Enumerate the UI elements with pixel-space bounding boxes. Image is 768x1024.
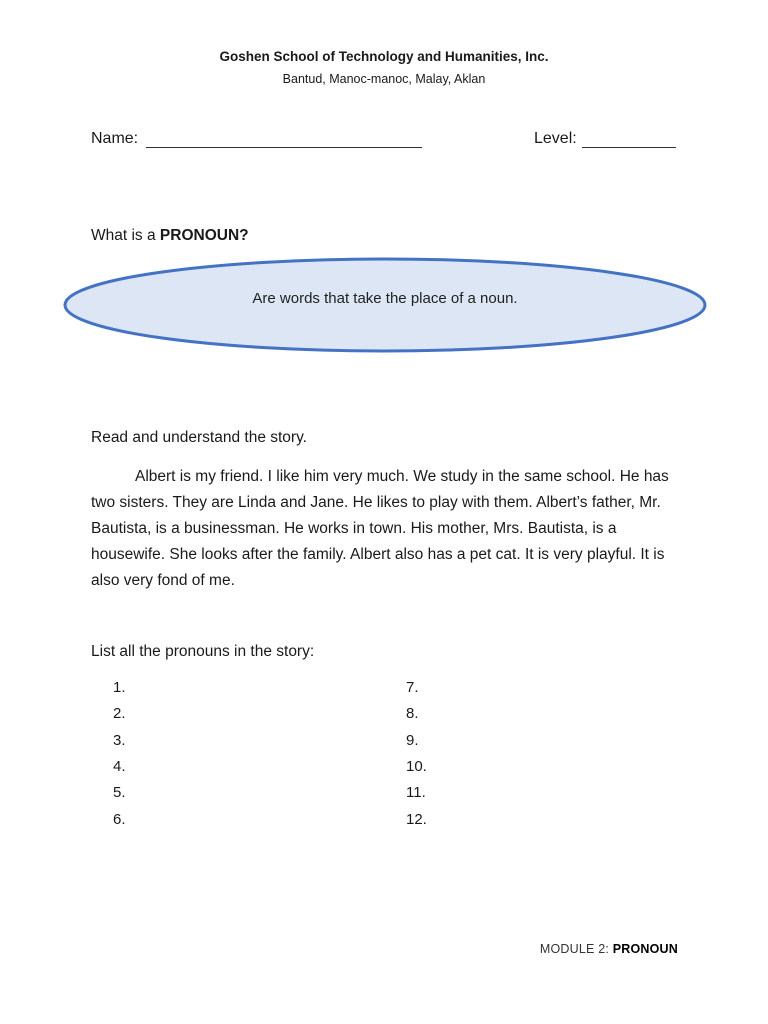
answer-number: 1. bbox=[113, 679, 126, 696]
answer-number: 8. bbox=[406, 705, 419, 723]
footer-module: MODULE 2: bbox=[539, 942, 613, 956]
answer-number: 7. bbox=[406, 679, 419, 696]
answer-number: 4. bbox=[113, 757, 126, 775]
answer-number: 5. bbox=[113, 784, 126, 802]
level-label: Level: bbox=[534, 130, 577, 147]
footer-topic: PRONOUN bbox=[612, 942, 678, 956]
name-blank bbox=[146, 147, 422, 148]
name-label: Name: bbox=[91, 130, 139, 147]
answer-number: 6. bbox=[113, 810, 126, 828]
answer-number: 2. bbox=[113, 705, 126, 723]
answer-number: 3. bbox=[113, 731, 126, 749]
school-address: Bantud, Manoc-manoc, Malay, Aklan bbox=[282, 72, 486, 86]
definition-question bbox=[91, 227, 249, 245]
definition-text: Are words that take the place of a noun. bbox=[252, 290, 518, 307]
answer-number: 12. bbox=[406, 810, 427, 828]
school-name: Goshen School of Technology and Humanities, Inc. bbox=[219, 49, 549, 64]
answer-number: 11. bbox=[406, 784, 426, 802]
story-text: Albert is my friend. I like him very much. We study in the same school. He has two sisters. They are Linda and Jane. He likes to play with them. Albert’s father, Mr. Bautista, is a businessman. He works in town. His mother, Mrs. Bautista, is a housewife. She looks after the family. Albert also has a pet cat. It is very playful. It is also very fond of me. bbox=[91, 468, 669, 589]
module-footer bbox=[540, 942, 678, 956]
list-instruction: List all the pronouns in the story: bbox=[91, 643, 315, 660]
story-instruction: Read and understand the story. bbox=[91, 429, 307, 446]
question-prefix: What is a bbox=[91, 227, 160, 244]
level-blank bbox=[582, 147, 676, 148]
story-paragraph bbox=[91, 464, 683, 594]
question-term: PRONOUN? bbox=[159, 227, 249, 244]
answer-number: 9. bbox=[406, 731, 419, 749]
answer-number: 10. bbox=[406, 757, 427, 775]
